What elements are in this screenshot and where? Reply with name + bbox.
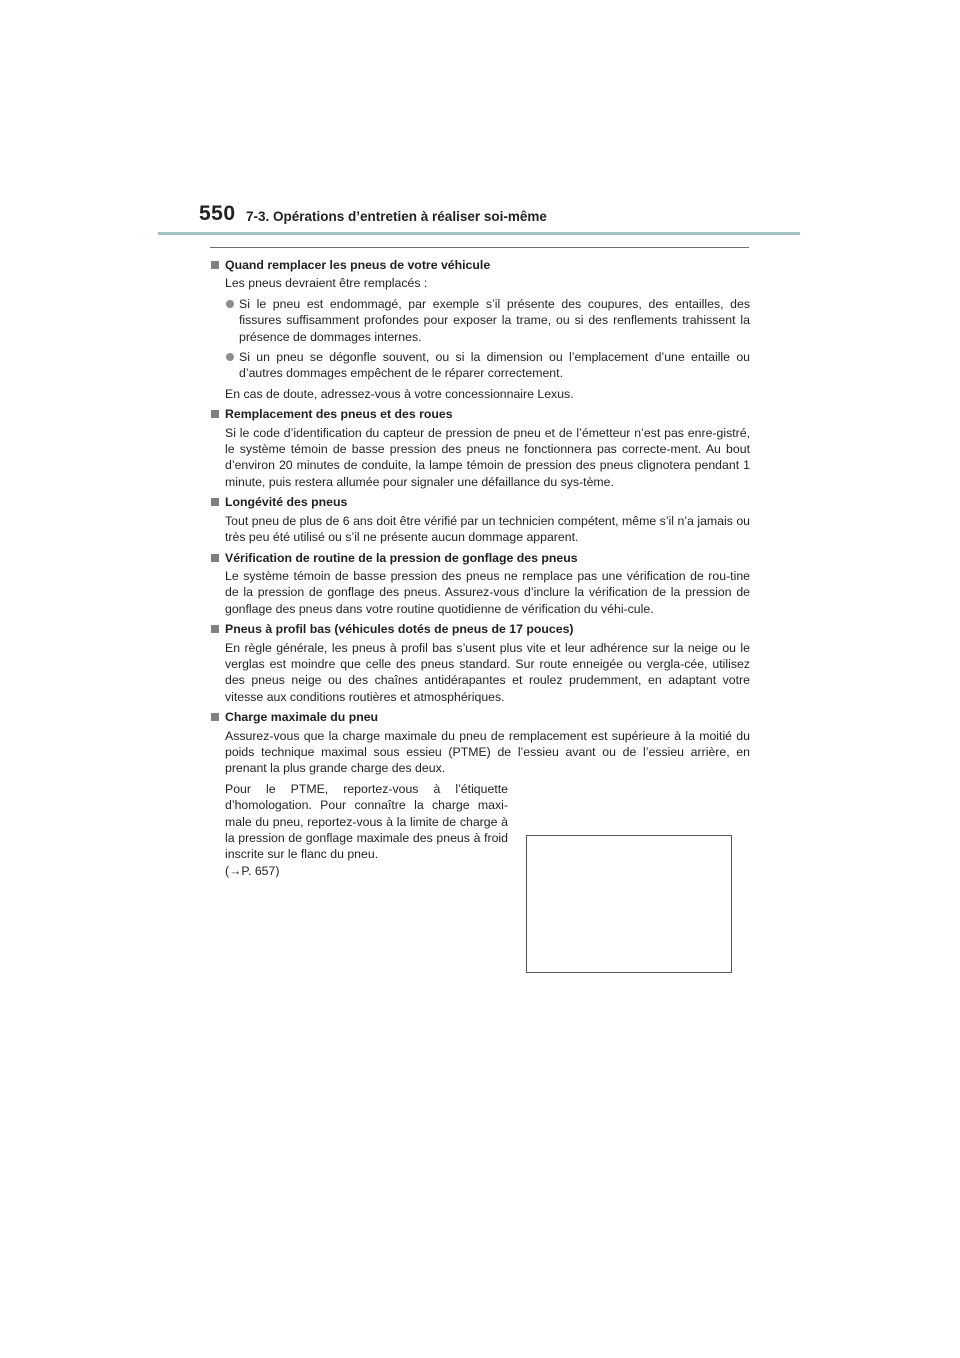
round-bullet-icon (226, 300, 234, 308)
section-heading-text: Charge maximale du pneu (225, 710, 379, 725)
section-body: Le système témoin de basse pression des pneus ne remplace pas une vérification de rou-tine de la pression de gonflage des pneus. Assurez-vous d’inclure la vérification de la pression de gonflage des pneus dans votre routine quotidienne de vérification du véhi-cule. (225, 568, 750, 616)
content-top-rule (210, 247, 749, 248)
section-body: Tout pneu de plus de 6 ans doit être vérifié par un technicien compétent, même s’il n’a jamais ou très peu été utilisé ou s’il ne présente aucun dommage apparent. (225, 513, 750, 545)
page-reference: (→P. 657) (225, 863, 280, 878)
side-note-text (225, 781, 508, 879)
section-pressure-check (210, 550, 750, 618)
section-heading (210, 257, 750, 273)
section-heading-text: Remplacement des pneus et des roues (225, 407, 453, 422)
page-number: 550 (199, 202, 236, 225)
list-item (210, 349, 750, 382)
section-heading-text: Quand remplacer les pneus de votre véhicule (225, 258, 491, 272)
square-bullet-icon (211, 498, 219, 506)
section-body: En règle générale, les pneus à profil bas s’usent plus vite et leur adhérence sur la neige ou le verglas est moindre que celle des pneus standard. Sur route enneigée ou vergla-cée, utilisez des pneus neige ou des chaînes antidérapantes et roulez prudemment, en adaptant votre vitesse aux conditions routières et atmosphériques. (225, 640, 750, 704)
section-tire-longevity (210, 494, 750, 545)
section-tire-wheel-replacement (210, 406, 750, 490)
tire-label-illustration (526, 835, 732, 973)
chapter-title: 7-3. Opérations d’entretien à réaliser soi-même (246, 209, 547, 224)
section-body: Si le code d’identification du capteur de pression de pneu et de l’émetteur n’est pas enre-gistré, le système témoin de basse pression des pneus ne fonctionnera pas correcte-ment. Au bout d’environ 20 minutes de conduite, la lampe témoin de pression des pneus clignotera pendant 1 minute, puis restera allumée pour signaler une défaillance du sys-tème. (225, 425, 750, 489)
section-heading-text: Longévité des pneus (225, 495, 348, 510)
square-bullet-icon (211, 625, 219, 633)
section-heading (210, 621, 750, 637)
section-outro: En cas de doute, adressez-vous à votre concessionnaire Lexus. (225, 386, 574, 401)
section-heading (210, 550, 750, 566)
section-heading (210, 494, 750, 510)
side-note-body: Pour le PTME, reportez-vous à l’étiquette d’homologation. Pour connaître la charge maxi-male du pneu, reportez-vous à la limite de charge à la pression de gonflage maximale des pneus à froid inscrite sur le flanc du pneu. (225, 781, 508, 862)
section-intro: Les pneus devraient être remplacés : (225, 276, 428, 291)
list-item (210, 296, 750, 345)
square-bullet-icon (211, 410, 219, 418)
list-item-text: Si le pneu est endommagé, par exemple s’il présente des coupures, des entailles, des fissures suffisamment profondes pour exposer la trame, ou si des renflements trahissent la présence de dommages internes. (239, 296, 750, 344)
square-bullet-icon (211, 261, 219, 269)
section-heading (210, 709, 750, 725)
section-heading-text: Vérification de routine de la pression de gonflage des pneus (225, 550, 578, 565)
header-rule (158, 232, 800, 235)
square-bullet-icon (211, 554, 219, 562)
section-when-to-replace (210, 257, 750, 402)
page-content (210, 257, 750, 882)
round-bullet-icon (226, 353, 234, 361)
square-bullet-icon (211, 713, 219, 721)
section-heading-text: Pneus à profil bas (véhicules dotés de pneus de 17 pouces) (225, 622, 574, 637)
section-body: Assurez-vous que la charge maximale du pneu de remplacement est supérieure à la moitié du poids technique maximal sous essieu (PTME) de l’essieu avant ou de l’essieu arrière, en prenant la plus grande charge des deux. (225, 728, 750, 776)
list-item-text: Si un pneu se dégonfle souvent, ou si la dimension ou l’emplacement d’une entaille ou d’autres dommages empêchent de le réparer correctement. (239, 350, 750, 381)
section-low-profile-tires (210, 621, 750, 705)
section-heading (210, 406, 750, 422)
